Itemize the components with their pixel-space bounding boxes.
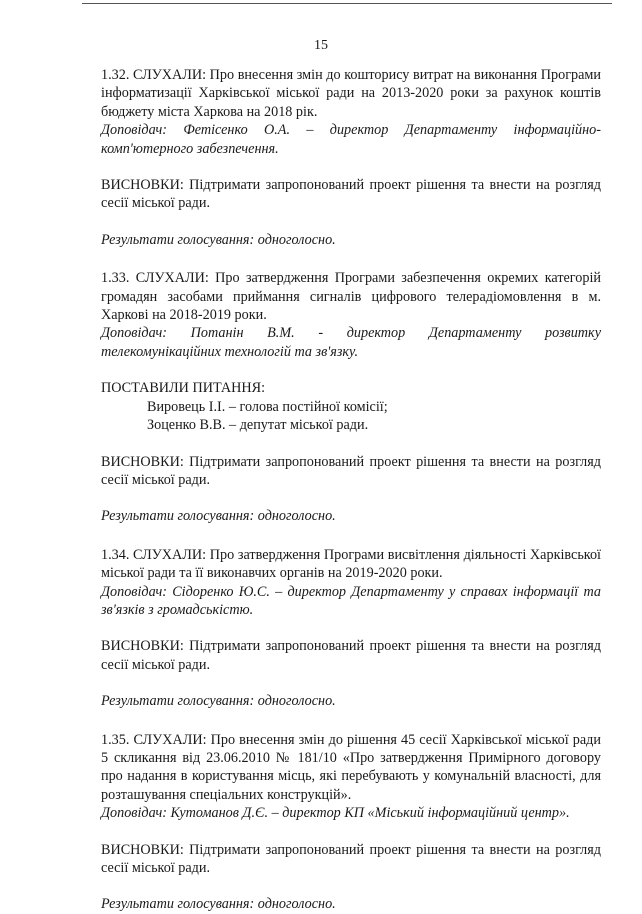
vote-result: Результати голосування: одноголосно.	[101, 231, 336, 248]
conclusion-text: ВИСНОВКИ: Підтримати запропонований проект рішення та внести на розгляд сесії міської ради.	[101, 638, 601, 673]
heard-text: 1.34. СЛУХАЛИ: Про затвердження Програми висвітлення діяльності Харківської міської ради та її виконавчих органів на 2019-2020 роки.	[101, 546, 601, 582]
page-number: 15	[314, 38, 328, 53]
document-body	[101, 66, 601, 914]
speaker-text: Доповідач: Кутоманов Д.Є. – директор КП «Міський інформаційний центр».	[101, 805, 570, 822]
questions-title: ПОСТАВИЛИ ПИТАННЯ:	[101, 380, 266, 397]
top-rule	[82, 3, 612, 4]
agenda-item-1-34	[101, 546, 601, 711]
question-speaker: Вировець І.І. – голова постійної комісії;	[147, 398, 388, 415]
question-speaker: Зоценко В.В. – депутат міської ради.	[147, 417, 369, 434]
heard-text: 1.32. СЛУХАЛИ: Про внесення змін до кошторису витрат на виконання Програми інформатизації Харківської міської ради на 2013-2020 роки за рахунок коштів бюджету міста Харкова на 2018 рік.	[101, 67, 601, 120]
conclusion-text: ВИСНОВКИ: Підтримати запропонований проект рішення та внести на розгляд сесії міської ради.	[101, 841, 601, 876]
agenda-item-1-35	[101, 731, 601, 914]
agenda-item-1-32	[101, 66, 601, 249]
speaker-text: Доповідач: Потанін В.М. - директор Департаменту розвитку телекомунікаційних технологій та зв'язку.	[101, 325, 601, 360]
conclusion-text: ВИСНОВКИ: Підтримати запропонований проект рішення та внести на розгляд сесії міської ради.	[101, 453, 601, 488]
speaker-text: Доповідач: Фетісенко О.А. – директор Департаменту інформаційно-комп'ютерного забезпечення.	[101, 122, 601, 157]
vote-result: Результати голосування: одноголосно.	[101, 693, 336, 710]
heard-text: 1.35. СЛУХАЛИ: Про внесення змін до рішення 45 сесії Харківської міської ради 5 скликання від 23.06.2010 № 181/10 «Про затвердження Примірного договору про надання в користування місць, які перебувають у комунальній власності, для розташування спеціальних конструкцій».	[101, 731, 601, 803]
heard-text: 1.33. СЛУХАЛИ: Про затвердження Програми забезпечення окремих категорій громадян засобами приймання сигналів цифрового телерадіомовлення в м. Харкові на 2018-2019 роки.	[101, 270, 601, 324]
vote-result: Результати голосування: одноголосно.	[101, 896, 336, 913]
conclusion-text: ВИСНОВКИ: Підтримати запропонований проект рішення та внести на розгляд сесії міської ради.	[101, 177, 601, 212]
speaker-text: Доповідач: Сідоренко Ю.С. – директор Департаменту у справах інформації та зв'язків з громадськістю.	[101, 583, 601, 618]
agenda-item-1-33	[101, 269, 601, 525]
vote-result: Результати голосування: одноголосно.	[101, 508, 336, 525]
